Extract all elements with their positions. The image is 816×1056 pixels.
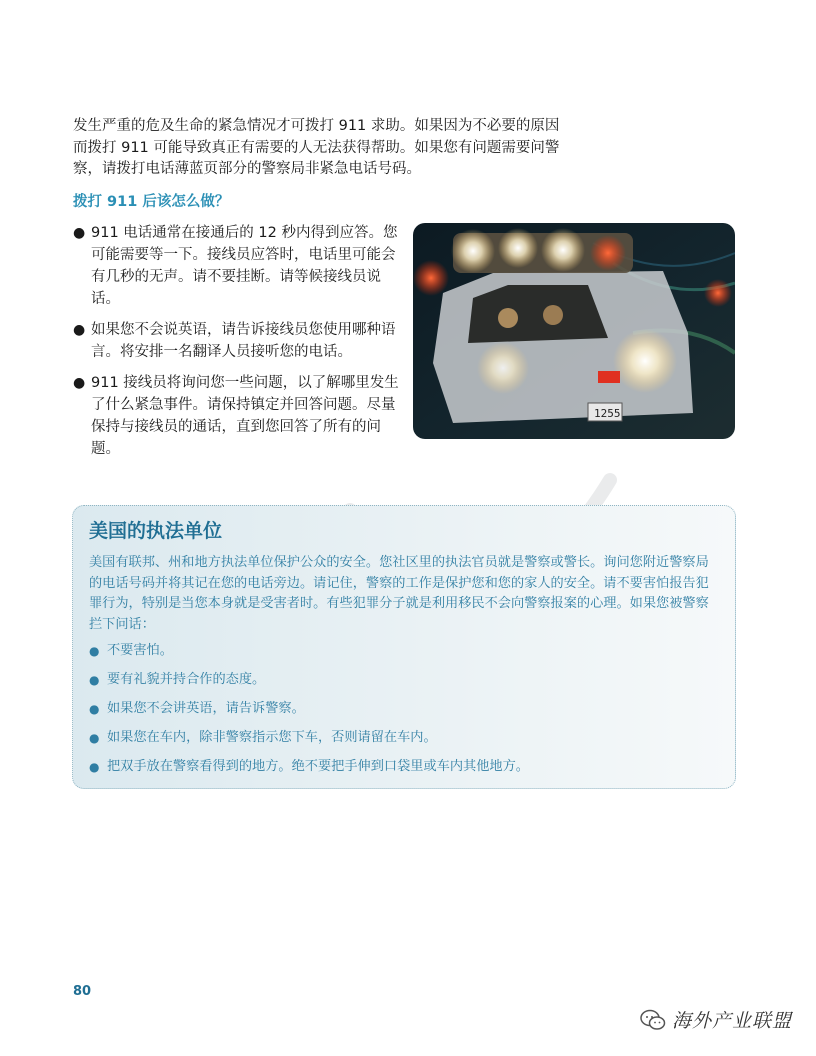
list-item xyxy=(89,757,719,777)
list-item-text: 如果您在车内，除非警察指示您下车，否则请留在车内。 xyxy=(107,730,437,745)
bullet-icon: ● xyxy=(89,644,100,658)
list-item xyxy=(89,699,719,719)
bullet-icon: ● xyxy=(89,760,100,774)
wechat-icon xyxy=(640,1009,666,1031)
list-item xyxy=(73,222,403,310)
list-item-text: 911 电话通常在接通后的 12 秒内得到应答。您可能需要等一下。接线员应答时，电话里可能会有几秒的无声。请不要挂断。请等候接线员说话。 xyxy=(91,225,398,307)
call-steps-list xyxy=(73,222,403,469)
wechat-account-name: 海外产业联盟 xyxy=(672,1010,793,1032)
list-item xyxy=(89,670,719,690)
intro-paragraph: 发生严重的危及生命的紧急情况才可拨打 911 求助。如果因为不必要的原因而拨打 911 可能导致真正有需要的人无法获得帮助。如果您有问题需要问警察，请拨打电话薄蓝页部分的警察局非紧急电话号码。 xyxy=(73,118,560,177)
list-item-text: 要有礼貌并持合作的态度。 xyxy=(107,672,266,687)
wechat-watermark xyxy=(640,1006,792,1033)
list-item xyxy=(89,641,719,661)
section-heading: 拨打 911 后该怎么做？ xyxy=(73,194,230,210)
list-item-text: 如果您不会说英语，请告诉接线员您使用哪种语言。将安排一名翻译人员接听您的电话。 xyxy=(91,322,396,360)
list-item xyxy=(73,319,403,363)
bullet-icon: ● xyxy=(89,673,100,687)
list-item-text: 不要害怕。 xyxy=(107,643,173,658)
ambulance-photo xyxy=(413,223,735,439)
bullet-icon: ● xyxy=(89,702,100,716)
info-box-body: 美国有联邦、州和地方执法单位保护公众的安全。您社区里的执法官员就是警察或警长。询问您附近警察局的电话号码并将其记在您的电话旁边。请记住，警察的工作是保护您和您的家人的安全。请不要害怕报告犯罪行为，特别是当您本身就是受害者时。有些犯罪分子就是利用移民不会向警察报案的心理。如果您被警察拦下问话： xyxy=(89,555,709,632)
bullet-icon: ● xyxy=(73,322,86,338)
list-item-text: 如果您不会讲英语，请告诉警察。 xyxy=(107,701,305,716)
list-item-text: 把双手放在警察看得到的地方。绝不要把手伸到口袋里或车内其他地方。 xyxy=(107,759,529,774)
list-item xyxy=(73,372,403,460)
license-plate-text: 1255 xyxy=(594,407,621,420)
police-stop-list xyxy=(89,641,719,777)
bullet-icon: ● xyxy=(89,731,100,745)
bullet-icon: ● xyxy=(73,375,86,391)
bullet-icon: ● xyxy=(73,225,86,241)
info-box-title: 美国的执法单位 xyxy=(89,520,223,542)
list-item xyxy=(89,728,719,748)
page-number: 80 xyxy=(73,984,92,999)
law-enforcement-box xyxy=(72,505,736,789)
list-item-text: 911 接线员将询问您一些问题，以了解哪里发生了什么紧急事件。请保持镇定并回答问题。尽量保持与接线员的通话，直到您回答了所有的问题。 xyxy=(91,375,399,457)
